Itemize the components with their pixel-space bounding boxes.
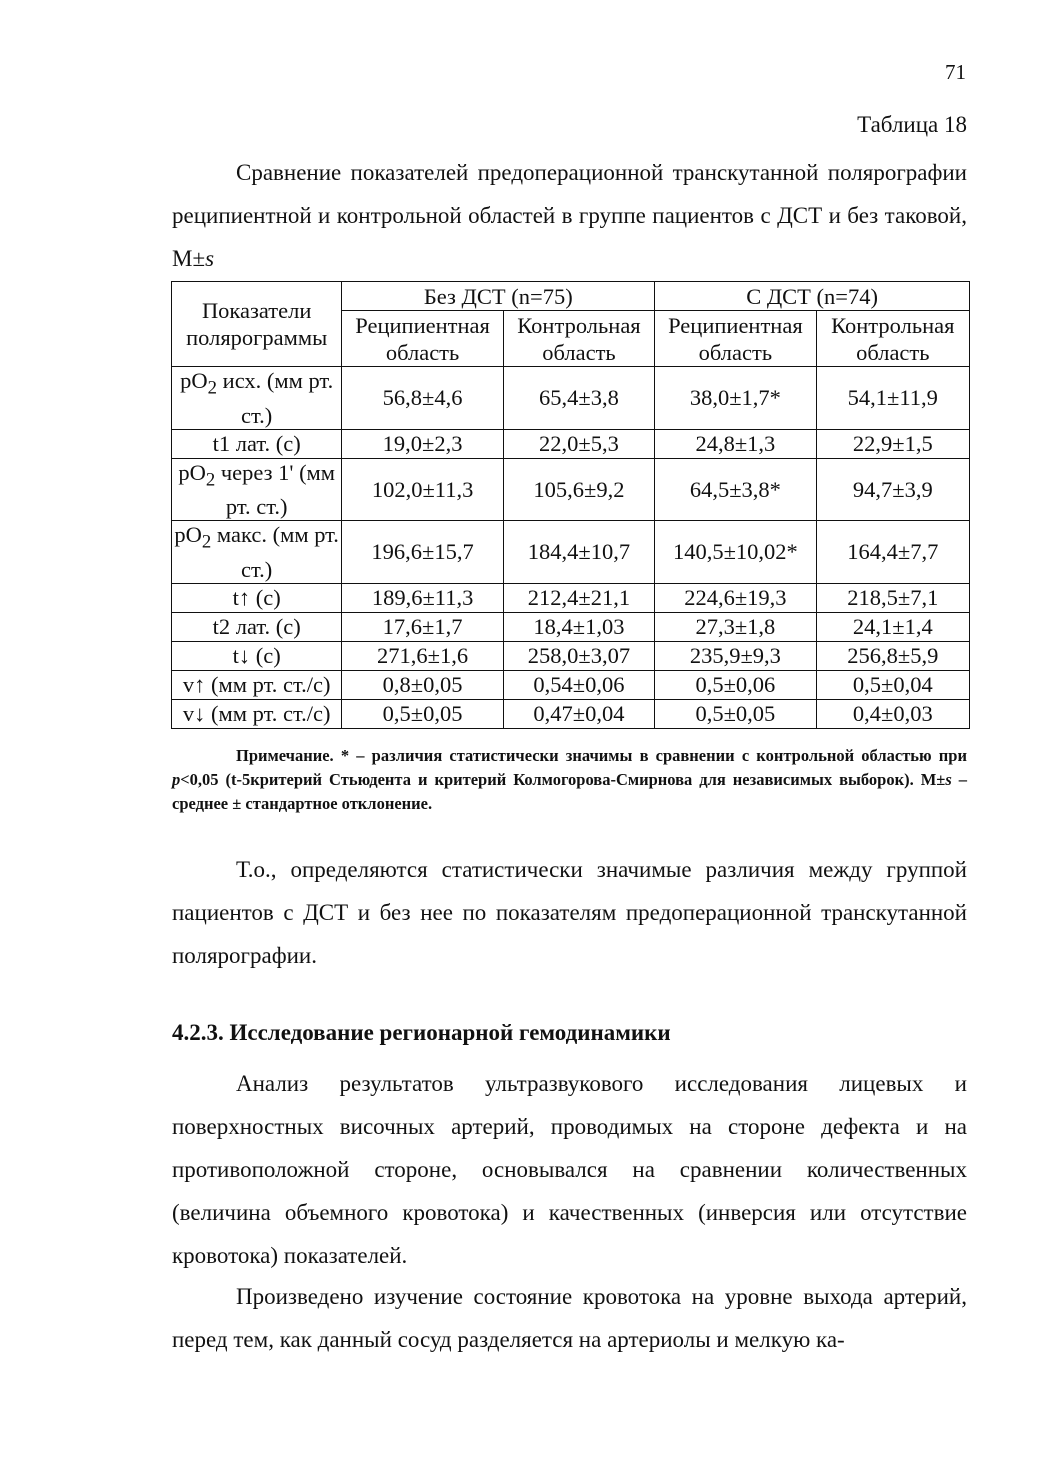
table-cell: 0,5±0,05 [655, 699, 816, 728]
row-label: t↓ (с) [172, 641, 342, 670]
table-cell: 0,4±0,03 [816, 699, 969, 728]
table-row [172, 583, 970, 612]
table-row [172, 670, 970, 699]
table-cell: 0,47±0,04 [503, 699, 654, 728]
table-cell: 164,4±7,7 [816, 521, 969, 584]
table-cell: 258,0±3,07 [503, 641, 654, 670]
table-row [172, 367, 970, 430]
table-cell: 224,6±19,3 [655, 583, 816, 612]
header-sub-control-1: Контрольная область [503, 311, 654, 367]
note-part1: Примечание. * – различия статистически значимы в сравнении с контрольной областью при [236, 746, 967, 765]
row-label: v↑ (мм рт. ст./с) [172, 670, 342, 699]
table-cell: 0,8±0,05 [342, 670, 503, 699]
table-cell: 271,6±1,6 [342, 641, 503, 670]
note-s: s [945, 770, 952, 789]
table-note [172, 744, 967, 816]
table-cell: 256,8±5,9 [816, 641, 969, 670]
header-sub-recipient-2: Реципиентная область [655, 311, 816, 367]
row-label: t2 лат. (с) [172, 612, 342, 641]
table-cell: 0,5±0,06 [655, 670, 816, 699]
table-number: Таблица 18 [857, 112, 967, 137]
table-cell: 65,4±3,8 [503, 367, 654, 430]
paragraph-conclusion [172, 848, 967, 977]
table-cell: 196,6±15,7 [342, 521, 503, 584]
polarography-table [171, 281, 970, 729]
table-cell: 218,5±7,1 [816, 583, 969, 612]
table-row [172, 641, 970, 670]
paragraph2-text: Анализ результатов ультразвукового исследования лицевых и поверхностных височных артерий, проводимых на стороне дефекта и на противоположной стороне, основывался на сравнении количественных (величина объемного кровотока) и качественных (инверсия или отсутствие кровотока) показателей. [172, 1071, 967, 1268]
header-sub-recipient-1: Реципиентная область [342, 311, 503, 367]
table-cell: 0,5±0,04 [816, 670, 969, 699]
table-cell: 18,4±1,03 [503, 612, 654, 641]
table-cell: 22,0±5,3 [503, 429, 654, 458]
table-cell: 184,4±10,7 [503, 521, 654, 584]
paragraph1-text: Т.о., определяются статистически значимые различия между группой пациентов с ДСТ и без нее по показателям предоперационной транскутанной полярографии. [172, 857, 967, 968]
table-cell: 17,6±1,7 [342, 612, 503, 641]
table-cell: 0,5±0,05 [342, 699, 503, 728]
header-row-label: Показатели полярограммы [172, 282, 342, 367]
table-cell: 64,5±3,8* [655, 458, 816, 521]
header-group-without-dst: Без ДСТ (n=75) [342, 282, 655, 311]
table-header-row [172, 282, 970, 311]
table-cell: 24,8±1,3 [655, 429, 816, 458]
table-cell: 102,0±11,3 [342, 458, 503, 521]
note-p: p [172, 770, 181, 789]
header-sub-control-2: Контрольная область [816, 311, 969, 367]
table-cell: 27,3±1,8 [655, 612, 816, 641]
caption-italic-s: s [205, 246, 215, 271]
table-row [172, 521, 970, 584]
table-cell: 38,0±1,7* [655, 367, 816, 430]
table-cell: 105,6±9,2 [503, 458, 654, 521]
note-part3: – среднее ± стандартное отклонение. [172, 770, 967, 813]
row-label: $pO_2$ через 1' (мм рт. ст.) [172, 458, 342, 521]
row-label: $pO_2$ исх. (мм рт. ст.) [172, 367, 342, 430]
table-cell: 212,4±21,1 [503, 583, 654, 612]
table-row [172, 699, 970, 728]
table-cell: 19,0±2,3 [342, 429, 503, 458]
table-row [172, 429, 970, 458]
table-cell: 22,9±1,5 [816, 429, 969, 458]
row-label: v↓ (мм рт. ст./с) [172, 699, 342, 728]
table-cell: 24,1±1,4 [816, 612, 969, 641]
paragraph-study [172, 1275, 967, 1361]
table-row [172, 612, 970, 641]
table-row [172, 458, 970, 521]
table-cell: 94,7±3,9 [816, 458, 969, 521]
row-label: $pO_2$ макс. (мм рт. ст.) [172, 521, 342, 584]
row-label: t1 лат. (с) [172, 429, 342, 458]
paragraph3-text: Произведено изучение состояние кровотока на уровне выхода артерий, перед тем, как данный сосуд разделяется на артериолы и мелкую ка- [172, 1284, 967, 1352]
table-cell: 189,6±11,3 [342, 583, 503, 612]
table-cell: 0,54±0,06 [503, 670, 654, 699]
table-caption [172, 151, 967, 280]
table-cell: 54,1±11,9 [816, 367, 969, 430]
section-heading: 4.2.3. Исследование регионарной гемодинамики [172, 1020, 671, 1045]
header-group-with-dst: С ДСТ (n=74) [655, 282, 970, 311]
caption-text: Сравнение показателей предоперационной транскутанной полярографии реципиентной и контрольной областей в группе пациентов с ДСТ и без таковой, М± [172, 160, 967, 271]
table-cell: 56,8±4,6 [342, 367, 503, 430]
table-cell: 140,5±10,02* [655, 521, 816, 584]
row-label: t↑ (с) [172, 583, 342, 612]
paragraph-analysis [172, 1062, 967, 1277]
table-body [172, 367, 970, 729]
note-part2: <0,05 (t-5критерий Стьюдента и критерий Колмогорова-Смирнова для независимых выборок). М± [180, 770, 946, 789]
table-cell: 235,9±9,3 [655, 641, 816, 670]
page-number: 71 [945, 60, 966, 84]
